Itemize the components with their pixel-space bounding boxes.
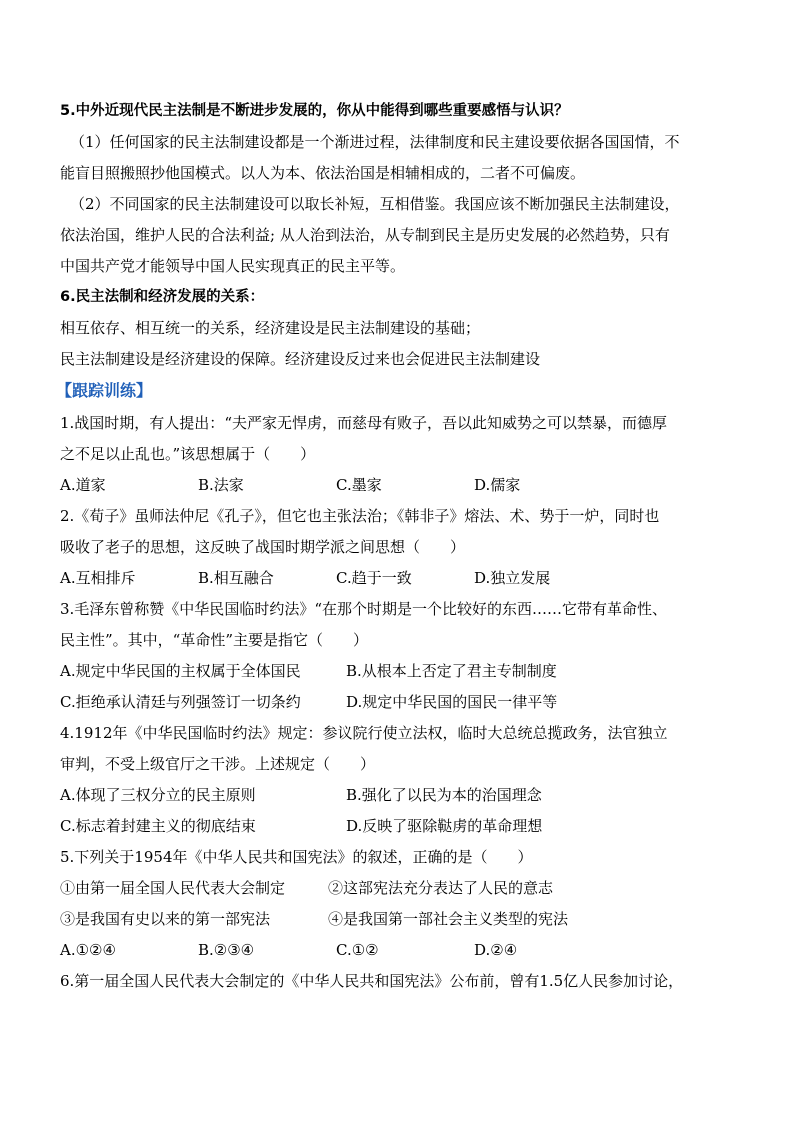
question-4-stem-line1: 4.1912年《中华民国临时约法》规定：参议院行使立法权，临时大总统总揽政务，法官独立 bbox=[60, 724, 668, 742]
question-6-stem-line1: 6.第一届全国人民代表大会制定的《中华人民共和国宪法》公布前，曾有1.5亿人民参加讨论， bbox=[60, 972, 684, 990]
statement-3: ③是我国有史以来的第一部宪法 bbox=[60, 910, 271, 928]
option-a[interactable]: A.道家 bbox=[60, 476, 106, 494]
summary-q6-line2: 民主法制建设是经济建设的保障。经济建设反过来也会促进民主法制建设 bbox=[60, 350, 541, 368]
summary-q6-line1: 相互依存、相互统一的关系，经济建设是民主法制建设的基础； bbox=[60, 319, 481, 337]
option-c[interactable]: C.标志着封建主义的彻底结束 bbox=[60, 817, 256, 835]
question-1-stem-line2: 之不足以止乱也。”该思想属于（ ） bbox=[60, 445, 316, 463]
statement-4: ④是我国第一部社会主义类型的宪法 bbox=[328, 910, 569, 928]
question-2-stem-line1: 2.《荀子》虽师法仲尼《孔子》，但它也主张法治；《韩非子》熔法、术、势于一炉，同时也 bbox=[60, 507, 660, 525]
question-2-stem-line2: 吸收了老子的思想，这反映了战国时期学派之间思想（ ） bbox=[60, 538, 466, 556]
question-2 bbox=[60, 501, 736, 594]
option-a[interactable]: A.体现了三权分立的民主原则 bbox=[60, 786, 256, 804]
question-4-stem-line2: 审判，不受上级官厅之干涉。上述规定（ ） bbox=[60, 755, 376, 773]
option-d[interactable]: D.规定中华民国的国民一律平等 bbox=[346, 693, 558, 711]
option-b[interactable]: B.②③④ bbox=[198, 941, 255, 959]
summary-q5-title: 5.中外近现代民主法制是不断进步发展的，你从中能得到哪些重要感悟与认识？ bbox=[60, 103, 569, 119]
option-b[interactable]: B.法家 bbox=[198, 476, 244, 494]
option-b[interactable]: B.从根本上否定了君主专制制度 bbox=[346, 662, 557, 680]
question-5 bbox=[60, 842, 736, 966]
summary-q5-p1-line1: （1）任何国家的民主法制建设都是一个渐进过程，法律制度和民主建设要依据各国国情，不 bbox=[70, 133, 680, 151]
summary-q5-p2-line2: 依法治国，维护人民的合法利益; 从人治到法治，从专制到民主是历史发展的必然趋势，只有 bbox=[60, 226, 670, 244]
option-d[interactable]: D.反映了驱除鞑虏的革命理想 bbox=[346, 817, 543, 835]
question-2-options bbox=[60, 563, 736, 594]
option-b[interactable]: B.强化了以民为本的治国理念 bbox=[346, 786, 542, 804]
option-a[interactable]: A.①②④ bbox=[60, 941, 116, 959]
option-c[interactable]: C.拒绝承认清廷与列强签订一切条约 bbox=[60, 693, 301, 711]
question-5-statements-row1 bbox=[60, 873, 736, 904]
option-b[interactable]: B.相互融合 bbox=[198, 569, 274, 587]
question-3-stem-line1: 3.毛泽东曾称赞《中华民国临时约法》“在那个时期是一个比较好的东西……它带有革命性、 bbox=[60, 600, 667, 618]
summary-q6-title: 6.民主法制和经济发展的关系： bbox=[60, 289, 265, 305]
option-c[interactable]: C.①② bbox=[336, 941, 379, 959]
option-a[interactable]: A.互相排斥 bbox=[60, 569, 136, 587]
question-5-statements-row2 bbox=[60, 904, 736, 935]
question-1 bbox=[60, 408, 736, 501]
option-d[interactable]: D.儒家 bbox=[474, 476, 521, 494]
option-d[interactable]: D.②④ bbox=[474, 941, 518, 959]
option-c[interactable]: C.趋于一致 bbox=[336, 569, 412, 587]
option-d[interactable]: D.独立发展 bbox=[474, 569, 551, 587]
question-4-options-row2 bbox=[60, 811, 736, 842]
question-3 bbox=[60, 594, 736, 718]
section-title: 【跟踪训练】 bbox=[56, 381, 153, 400]
statement-2: ②这部宪法充分表达了人民的意志 bbox=[328, 879, 554, 897]
option-c[interactable]: C.墨家 bbox=[336, 476, 382, 494]
statement-1: ①由第一届全国人民代表大会制定 bbox=[60, 879, 286, 897]
question-4-options-row1 bbox=[60, 780, 736, 811]
question-1-stem-line1: 1.战国时期，有人提出：“夫严家无悍虏，而慈母有败子，吾以此知威势之可以禁暴，而德厚 bbox=[60, 414, 667, 432]
question-6 bbox=[60, 966, 736, 997]
question-3-stem-line2: 民主性”。其中，“革命性”主要是指它（ ） bbox=[60, 631, 369, 649]
summary-q5-p2-line1: （2）不同国家的民主法制建设可以取长补短，互相借鉴。我国应该不断加强民主法制建设， bbox=[70, 195, 680, 213]
summary-q5-p1-line2: 能盲目照搬照抄他国模式。以人为本、依法治国是相辅相成的，二者不可偏废。 bbox=[60, 164, 586, 182]
question-4 bbox=[60, 718, 736, 842]
question-1-options bbox=[60, 470, 736, 501]
document-page bbox=[56, 96, 736, 997]
question-3-options-row1 bbox=[60, 656, 736, 687]
question-3-options-row2 bbox=[60, 687, 736, 718]
option-a[interactable]: A.规定中华民国的主权属于全体国民 bbox=[60, 662, 301, 680]
question-5-options bbox=[60, 935, 736, 966]
summary-q5-p2-line3: 中国共产党才能领导中国人民实现真正的民主平等。 bbox=[60, 257, 406, 275]
question-5-stem-line1: 5.下列关于1954年《中华人民共和国宪法》的叙述，正确的是（ ） bbox=[60, 848, 533, 866]
